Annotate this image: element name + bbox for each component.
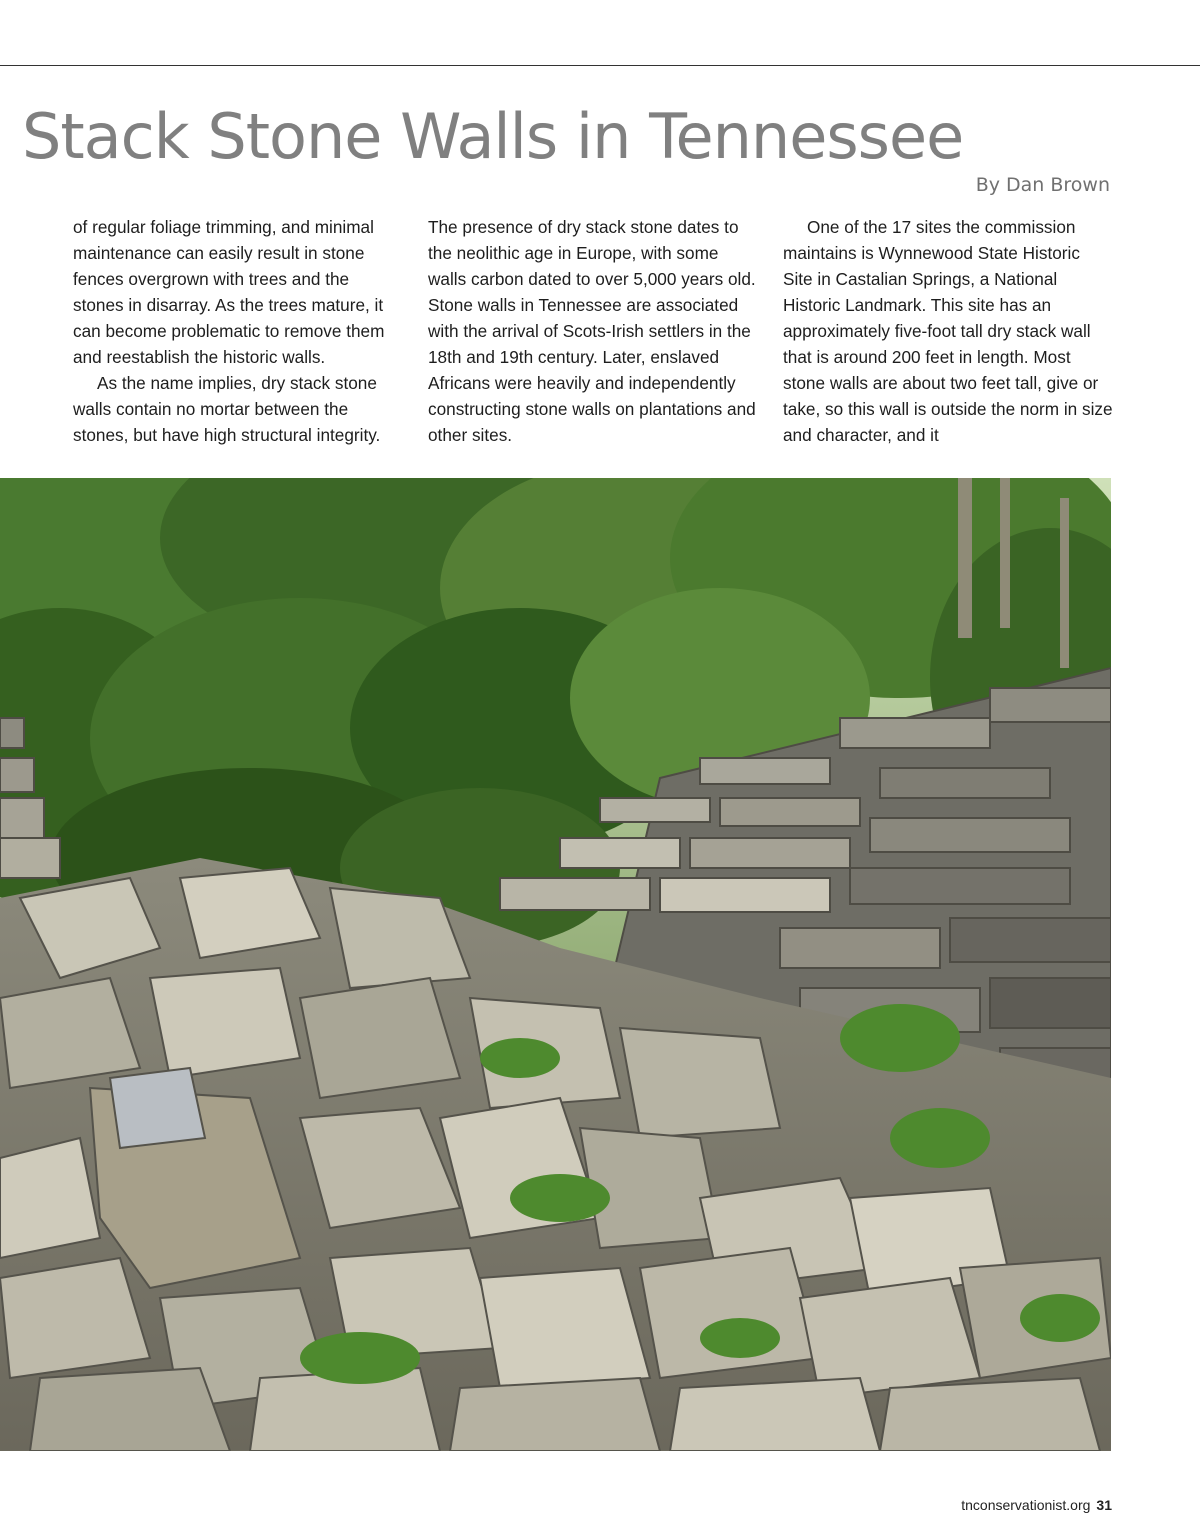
article-byline: By Dan Brown	[975, 174, 1110, 196]
text-column-3	[783, 214, 1113, 448]
page-footer	[961, 1497, 1112, 1513]
text-column-1	[73, 214, 403, 448]
paragraph: One of the 17 sites the commission maintains is Wynnewood State Historic Site in Castalian Springs, a National Historic Landmark. This site has an approximately five-foot tall dry stack wall that is around 200 feet in length. Most stone walls are about two feet tall, give or take, so this wall is outside the norm in size and character, and it	[783, 217, 1113, 445]
text-column-2	[428, 214, 758, 448]
paragraph: The presence of dry stack stone dates to the neolithic age in Europe, with some walls carbon dated to over 5,000 years old. Stone walls in Tennessee are associated with the arrival of Scots-Irish settlers in the 18th and 19th century. Later, enslaved Africans were heavily and independently constructing stone walls on plantations and other sites.	[428, 217, 756, 445]
paragraph: As the name implies, dry stack stone walls contain no mortar between the stones, but have high structural integrity.	[73, 373, 381, 445]
stone-wall-photo	[0, 478, 1111, 1451]
article-title: Stack Stone Walls in Tennessee	[22, 100, 964, 173]
stone-wall-illustration	[0, 478, 1111, 1451]
paragraph: of regular foliage trimming, and minimal maintenance can easily result in stone fences overgrown with trees and the stones in disarray. As the trees mature, it can become problematic to remove them and reestablish the historic walls.	[73, 217, 385, 367]
page-number: 31	[1096, 1497, 1112, 1513]
top-rule	[0, 65, 1200, 66]
footer-website: tnconservationist.org	[961, 1497, 1091, 1513]
